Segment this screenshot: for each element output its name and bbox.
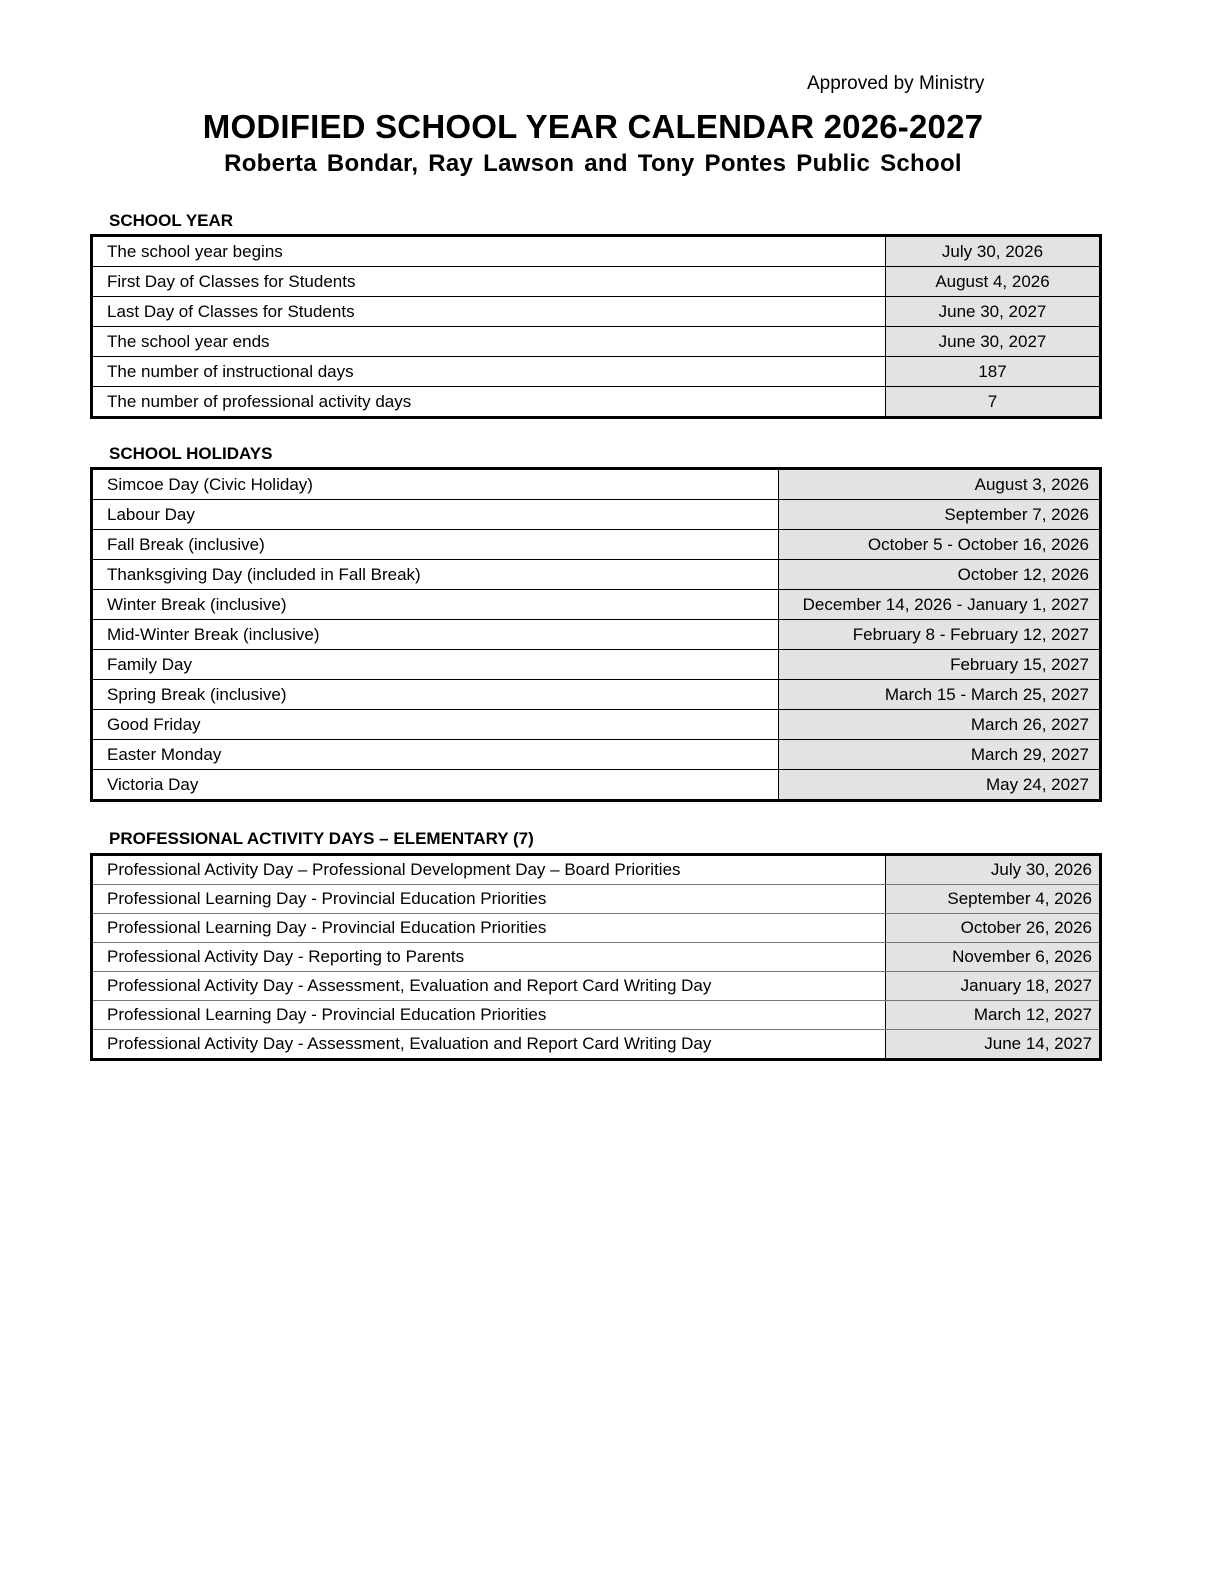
table-row [92, 560, 1101, 590]
row-label: The number of instructional days [92, 357, 886, 387]
row-value: March 12, 2027 [886, 1001, 1101, 1030]
table-row [92, 236, 1101, 267]
row-value: 187 [886, 357, 1101, 387]
row-value: February 8 - February 12, 2027 [779, 620, 1101, 650]
row-value: March 26, 2027 [779, 710, 1101, 740]
row-value: September 7, 2026 [779, 500, 1101, 530]
row-value: November 6, 2026 [886, 943, 1101, 972]
pa-days-table [90, 853, 1102, 1061]
school-year-table [90, 234, 1102, 419]
row-value: July 30, 2026 [886, 855, 1101, 885]
holidays-heading: SCHOOL HOLIDAYS [109, 444, 273, 463]
row-label: Winter Break (inclusive) [92, 590, 779, 620]
table-row [92, 500, 1101, 530]
row-label: The number of professional activity days [92, 387, 886, 418]
row-value: September 4, 2026 [886, 885, 1101, 914]
row-value: June 30, 2027 [886, 297, 1101, 327]
row-label: Family Day [92, 650, 779, 680]
table-row [92, 710, 1101, 740]
row-label: Professional Activity Day - Reporting to Parents [92, 943, 886, 972]
table-row [92, 972, 1101, 1001]
row-label: Professional Activity Day – Professional Development Day – Board Priorities [92, 855, 886, 885]
row-label: Simcoe Day (Civic Holiday) [92, 469, 779, 500]
table-row [92, 267, 1101, 297]
row-value: June 14, 2027 [886, 1030, 1101, 1060]
row-label: Labour Day [92, 500, 779, 530]
table-row [92, 1001, 1101, 1030]
row-label: Fall Break (inclusive) [92, 530, 779, 560]
school-year-heading: SCHOOL YEAR [109, 211, 234, 230]
table-row [92, 620, 1101, 650]
row-value: July 30, 2026 [886, 236, 1101, 267]
row-value: 7 [886, 387, 1101, 418]
row-value: February 15, 2027 [779, 650, 1101, 680]
row-label: Professional Learning Day - Provincial Education Priorities [92, 1001, 886, 1030]
row-value: March 29, 2027 [779, 740, 1101, 770]
row-label: Thanksgiving Day (included in Fall Break) [92, 560, 779, 590]
holidays-table [90, 467, 1102, 802]
row-value: October 12, 2026 [779, 560, 1101, 590]
table-row [92, 855, 1101, 885]
row-label: Professional Learning Day - Provincial Education Priorities [92, 885, 886, 914]
row-label: First Day of Classes for Students [92, 267, 886, 297]
table-row [92, 469, 1101, 500]
row-label: Victoria Day [92, 770, 779, 801]
table-row [92, 680, 1101, 710]
table-row [92, 1030, 1101, 1060]
row-value: October 26, 2026 [886, 914, 1101, 943]
table-row [92, 914, 1101, 943]
table-row [92, 297, 1101, 327]
page-subtitle: Roberta Bondar, Ray Lawson and Tony Pontes Public School [224, 150, 962, 177]
table-row [92, 885, 1101, 914]
pa-days-heading: PROFESSIONAL ACTIVITY DAYS – ELEMENTARY (7) [109, 829, 534, 848]
row-label: Last Day of Classes for Students [92, 297, 886, 327]
row-label: The school year ends [92, 327, 886, 357]
row-label: Professional Activity Day - Assessment, Evaluation and Report Card Writing Day [92, 1030, 886, 1060]
row-value: August 4, 2026 [886, 267, 1101, 297]
row-value: August 3, 2026 [779, 469, 1101, 500]
row-label: Good Friday [92, 710, 779, 740]
row-value: October 5 - October 16, 2026 [779, 530, 1101, 560]
row-label: The school year begins [92, 236, 886, 267]
row-value: December 14, 2026 - January 1, 2027 [779, 590, 1101, 620]
row-label: Spring Break (inclusive) [92, 680, 779, 710]
table-row [92, 770, 1101, 801]
table-row [92, 650, 1101, 680]
table-row [92, 327, 1101, 357]
approval-note: Approved by Ministry [807, 73, 985, 94]
row-label: Professional Learning Day - Provincial Education Priorities [92, 914, 886, 943]
row-label: Easter Monday [92, 740, 779, 770]
row-label: Professional Activity Day - Assessment, Evaluation and Report Card Writing Day [92, 972, 886, 1001]
row-value: June 30, 2027 [886, 327, 1101, 357]
row-label: Mid-Winter Break (inclusive) [92, 620, 779, 650]
table-row [92, 357, 1101, 387]
row-value: May 24, 2027 [779, 770, 1101, 801]
row-value: January 18, 2027 [886, 972, 1101, 1001]
table-row [92, 530, 1101, 560]
table-row [92, 943, 1101, 972]
row-value: March 15 - March 25, 2027 [779, 680, 1101, 710]
table-row [92, 740, 1101, 770]
table-row [92, 387, 1101, 418]
table-row [92, 590, 1101, 620]
page-title: MODIFIED SCHOOL YEAR CALENDAR 2026-2027 [202, 108, 984, 145]
